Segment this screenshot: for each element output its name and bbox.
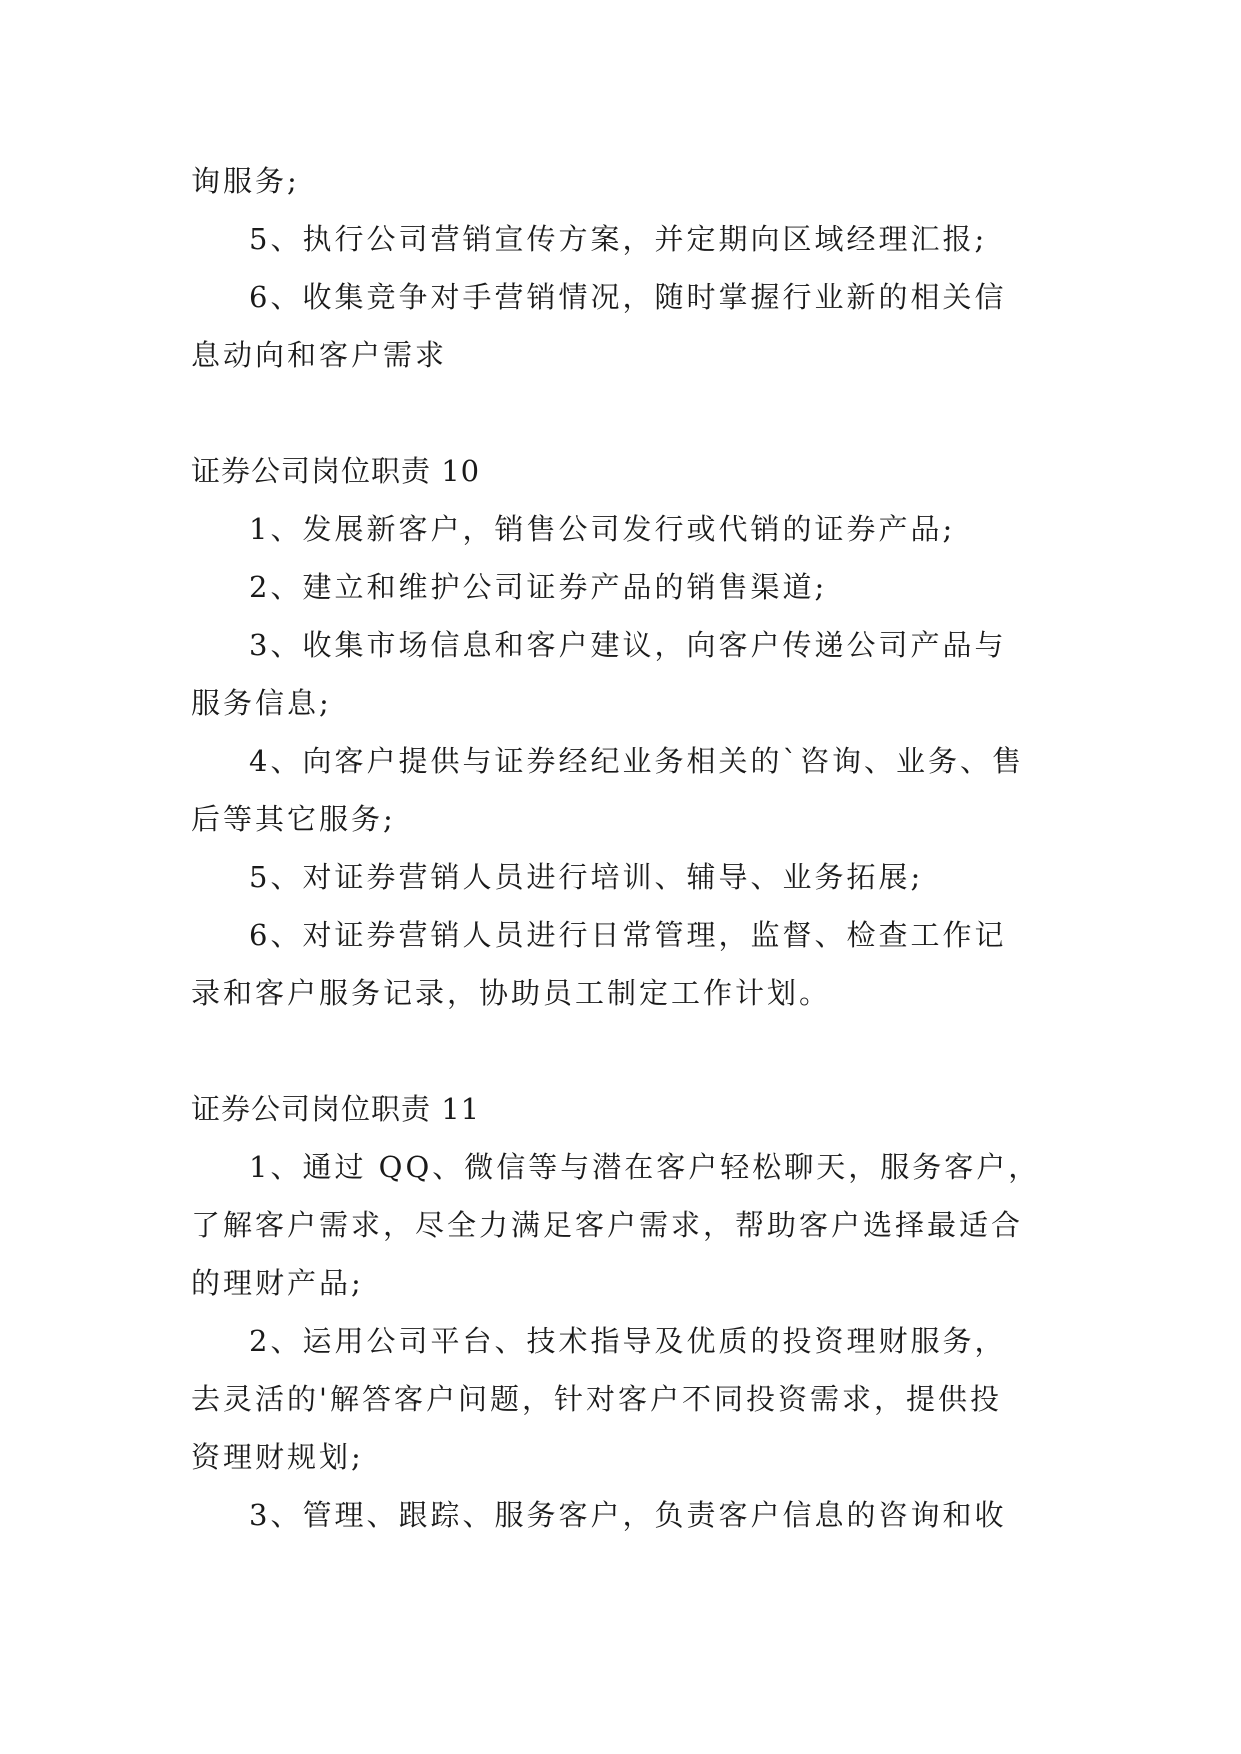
text-line: 的理财产品; <box>191 1266 364 1300</box>
list-item-2: 2、运用公司平台、技术指导及优质的投资理财服务， <box>249 1324 1007 1358</box>
list-item-3: 3、收集市场信息和客户建议，向客户传递公司产品与 <box>249 628 1007 662</box>
section-heading: 证券公司岗位职责 11 <box>191 1092 481 1126</box>
list-item-5: 5、执行公司营销宣传方案，并定期向区域经理汇报; <box>249 222 988 256</box>
list-item-4: 4、向客户提供与证券经纪业务相关的`咨询、业务、售 <box>249 744 1024 778</box>
text-line: 资理财规划; <box>191 1440 364 1474</box>
text-line: 后等其它服务; <box>191 802 396 836</box>
list-item-1: 1、通过 QQ、微信等与潜在客户轻松聊天，服务客户， <box>249 1150 1041 1184</box>
list-item-6: 6、收集竞争对手营销情况，随时掌握行业新的相关信 <box>249 280 1007 314</box>
text-line: 了解客户需求，尽全力满足客户需求，帮助客户选择最适合 <box>191 1208 1024 1242</box>
document-page <box>191 152 1051 1544</box>
list-item-1: 1、发展新客户，销售公司发行或代销的证券产品; <box>249 512 956 546</box>
section-11 <box>191 1080 1051 1544</box>
text-line: 询服务; <box>191 164 300 198</box>
list-item-6: 6、对证券营销人员进行日常管理，监督、检查工作记 <box>249 918 1007 952</box>
list-item-5: 5、对证券营销人员进行培训、辅导、业务拓展; <box>249 860 924 894</box>
text-line: 去灵活的'解答客户问题，针对客户不同投资需求，提供投 <box>191 1382 1002 1416</box>
text-line: 息动向和客户需求 <box>191 338 448 372</box>
list-item-2: 2、建立和维护公司证券产品的销售渠道; <box>249 570 828 604</box>
text-line: 录和客户服务记录，协助员工制定工作计划。 <box>191 976 832 1010</box>
section-gap <box>191 1022 1051 1080</box>
list-item-3: 3、管理、跟踪、服务客户，负责客户信息的咨询和收 <box>249 1498 1007 1532</box>
section-gap <box>191 384 1051 442</box>
section-heading: 证券公司岗位职责 10 <box>191 454 481 488</box>
text-line: 服务信息; <box>191 686 332 720</box>
text-block-continued <box>191 152 1051 384</box>
section-10 <box>191 442 1051 1022</box>
